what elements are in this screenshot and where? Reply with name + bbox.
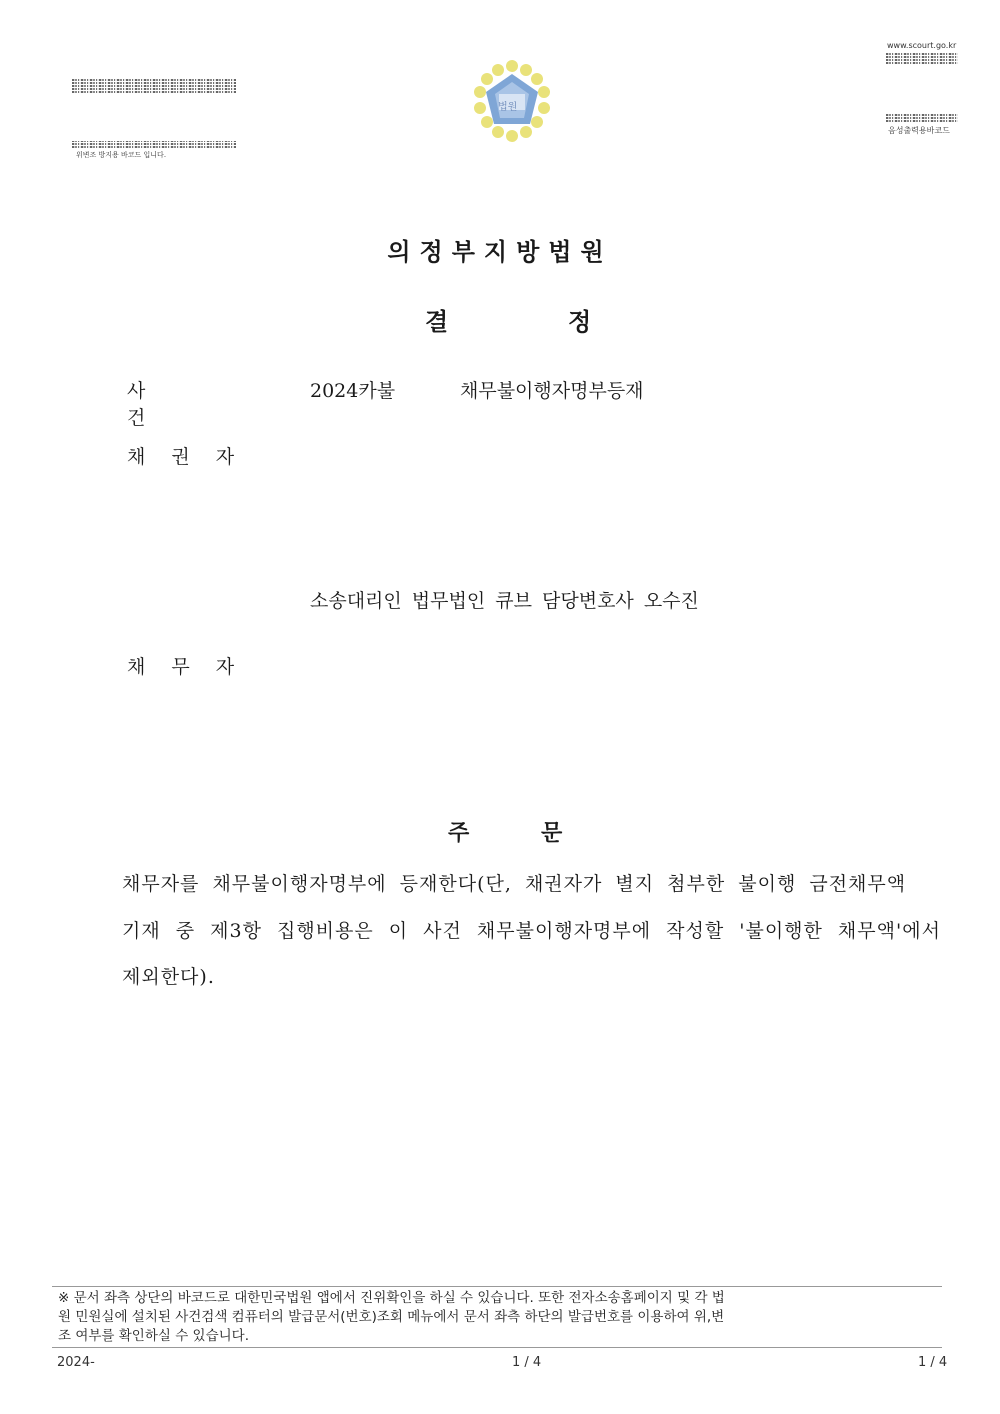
order-line-2: 기재 중 제3항 집행비용은 이 사건 채무불이행자명부에 작성할 '불이행한 채무액'에서 <box>122 920 941 942</box>
court-name: 의정부지방법원 <box>387 238 613 266</box>
notice-line-3: 조 여부를 확인하실 수 있습니다. <box>58 1328 249 1344</box>
verification-barcode-caption: 위변조 방지용 바코드 입니다. <box>76 151 167 159</box>
attorney-line: 소송대리인 법무법인 큐브 담당변호사 오수진 <box>310 590 699 612</box>
debtor-label: 채 무 자 <box>127 656 235 678</box>
case-name: 채무불이행자명부등재 <box>460 380 644 402</box>
order-heading-second: 문 <box>541 821 563 846</box>
audio-barcode-caption: 음성출력용바코드 <box>888 126 950 135</box>
creditor-label: 채 권 자 <box>127 446 235 468</box>
notice-line-2: 원 민원실에 설치된 사건검색 컴퓨터의 발급문서(번호)조회 메뉴에서 문서 좌측 하단의 발급번호를 이용하여 위,변 <box>58 1309 725 1325</box>
audio-barcode <box>886 113 958 123</box>
order-line-3: 제외한다). <box>122 966 215 988</box>
page-number-center: 1 / 4 <box>512 1355 542 1370</box>
case-label-text: 사 건 <box>127 380 146 429</box>
seal-text: 법원 <box>498 102 518 113</box>
order-line-1: 채무자를 채무불이행자명부에 등재한다(단, 채권자가 별지 첨부한 불이행 금전채무액 <box>122 873 907 895</box>
order-heading-first: 주 <box>448 821 470 846</box>
site-barcode <box>886 53 958 65</box>
page-number-right: 1 / 4 <box>918 1355 948 1370</box>
issue-number: 2024- <box>57 1355 95 1370</box>
doc-type-second: 정 <box>568 308 592 336</box>
case-label <box>127 376 237 430</box>
doc-type-first: 결 <box>425 308 449 336</box>
verification-barcode-bottom <box>72 141 236 149</box>
court-website: www.scourt.go.kr <box>887 41 957 50</box>
notice-line-1: ※ 문서 좌측 상단의 바코드로 대한민국법원 앱에서 진위확인을 하실 수 있습니다. 또한 전자소송홈페이지 및 각 법 <box>58 1290 725 1306</box>
case-number: 2024카불 <box>310 380 396 402</box>
verification-barcode-top <box>72 78 236 94</box>
authenticity-notice <box>52 1286 942 1348</box>
